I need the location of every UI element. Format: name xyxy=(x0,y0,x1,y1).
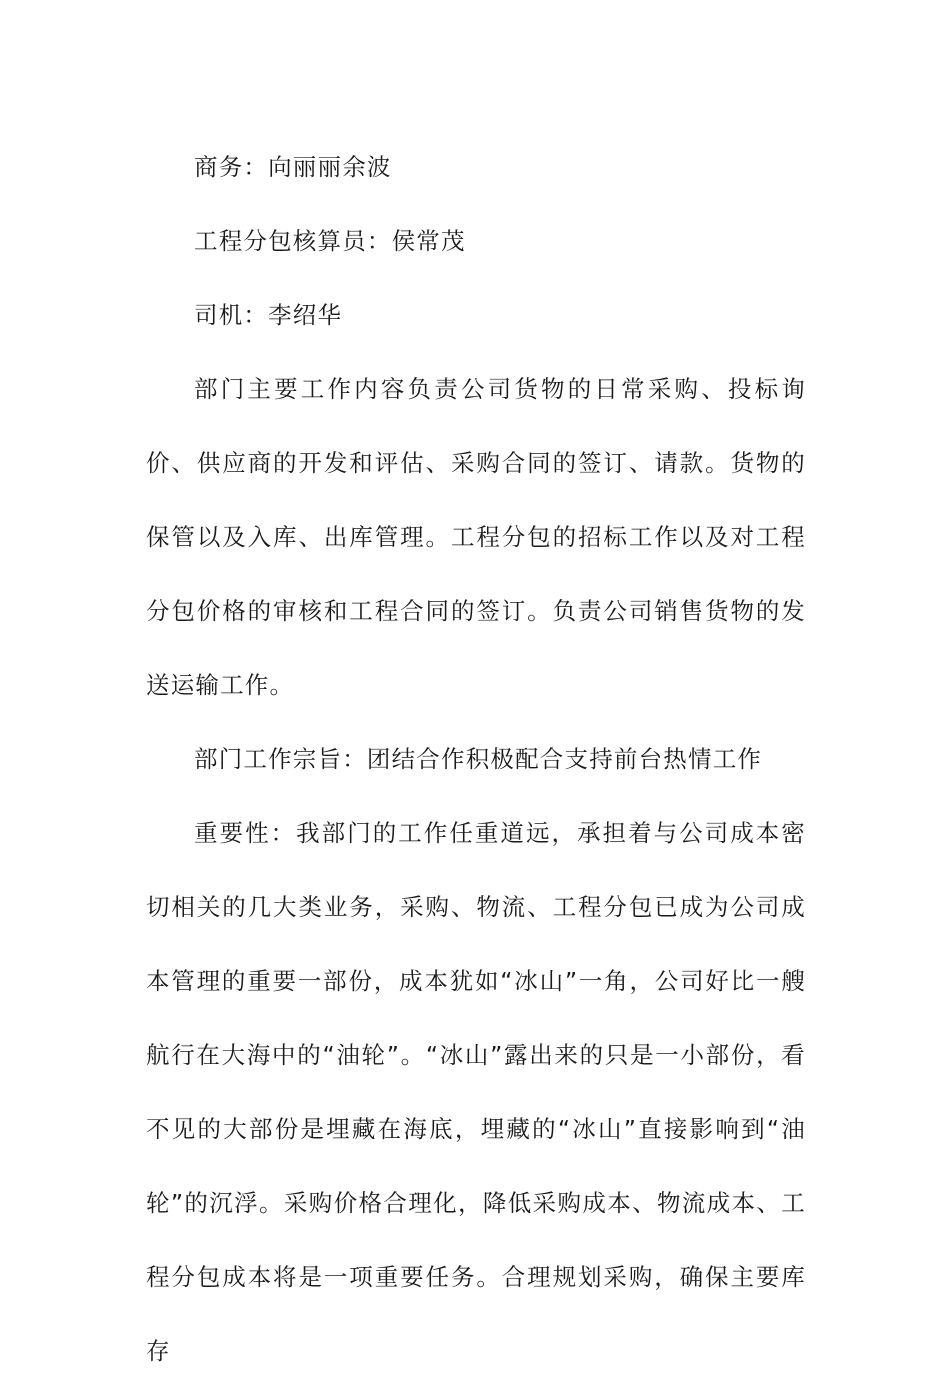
paragraph-main-work-content: 部门主要工作内容负责公司货物的日常采购、投标询价、供应商的开发和评估、采购合同的签订、请款。货物的保管以及入库、出库管理。工程分包的招标工作以及对工程分包价格的审核和工程合同的签订。负责公司销售货物的发送运输工作。 xyxy=(146,375,806,699)
paragraph-importance: 重要性：我部门的工作任重道远，承担着与公司成本密切相关的几大类业务，采购、物流、工程分包已成为公司成本管理的重要一部份，成本犹如“冰山”一角，公司好比一艘航行在大海中的“油轮”。“冰山”露出来的只是一小部份，看不见的大部份是埋藏在海底，埋藏的“冰山”直接影响到“油轮”的沉浮。采购价格合理化，降低采购成本、物流成本、工程分包成本将是一项重要任务。合理规划采购，确保主要库存 xyxy=(146,819,806,1365)
paragraph-business-staff: 商务：向丽丽余波 xyxy=(194,153,392,181)
document-body xyxy=(146,130,806,1388)
paragraph-driver: 司机：李绍华 xyxy=(194,301,343,329)
paragraph-department-purpose: 部门工作宗旨：团结合作积极配合支持前台热情工作 xyxy=(194,745,763,773)
paragraph-subcontract-accountant: 工程分包核算员：侯常茂 xyxy=(194,227,466,255)
